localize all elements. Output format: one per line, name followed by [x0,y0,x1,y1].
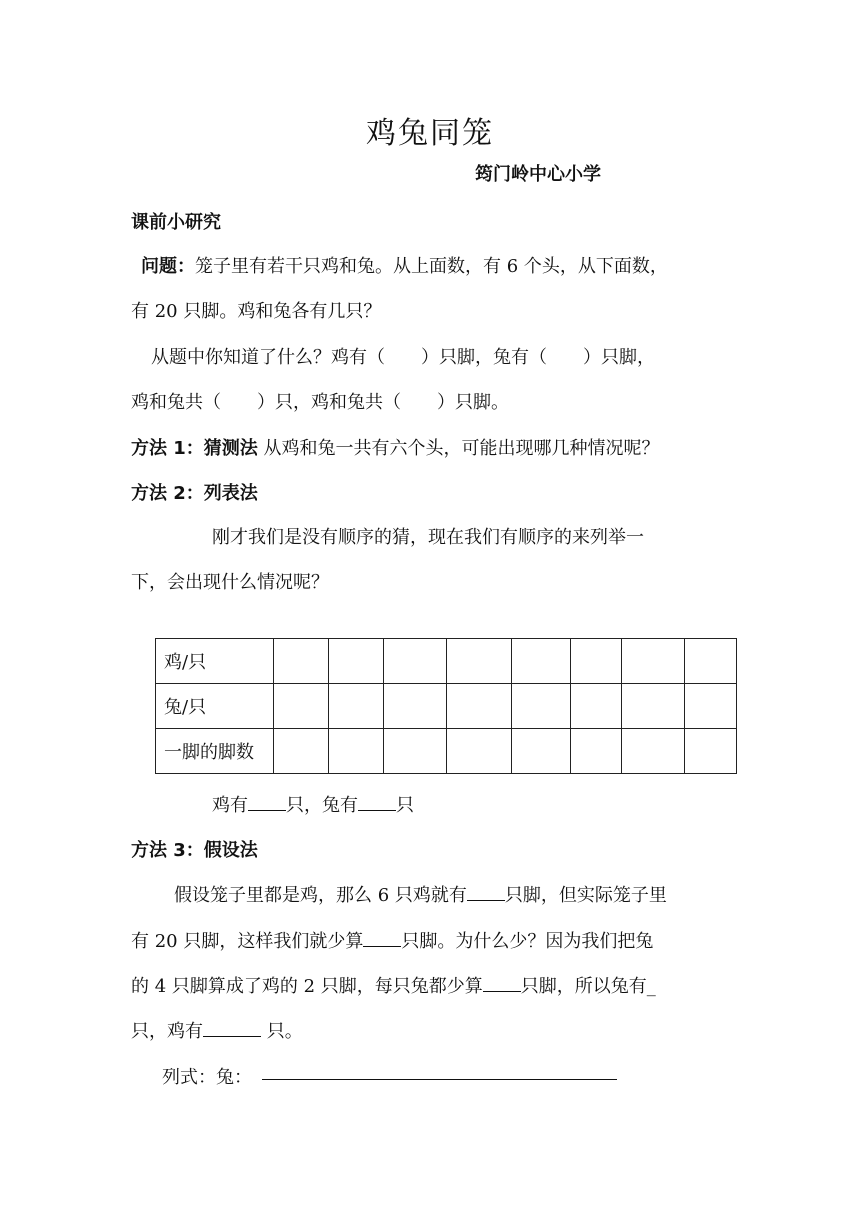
row-label-chicken: 鸡/只 [156,639,274,684]
method2-label: 方法 2：列表法 [131,483,258,504]
section-heading: 课前小研究 [131,212,221,233]
table-answer-end: 只 [396,795,414,816]
table-cell[interactable] [447,729,512,774]
method2-line-2: 下，会出现什么情况呢？ [131,572,329,593]
problem-line-2: 有 20 只脚。鸡和兔各有几只？ [131,301,382,322]
table-cell[interactable] [274,639,329,684]
table-cell[interactable] [685,729,737,774]
table-cell[interactable] [329,639,384,684]
table-cell[interactable] [571,729,622,774]
method3-text: 只脚，所以兔有_ [520,976,656,997]
enumeration-table [155,638,737,774]
table-answer-rabbit-label: 只，兔有 [286,795,358,816]
table-cell[interactable] [384,729,447,774]
answer-blank[interactable] [467,882,505,901]
method3-text: 只。 [261,1021,303,1042]
method3-text: 的 4 只脚算成了鸡的 2 只脚，每只兔都少算 [131,976,483,997]
row-label-rabbit: 兔/只 [156,684,274,729]
answer-blank[interactable] [358,792,396,811]
table-row-rabbit [156,684,737,729]
row-label-feet: 一脚的脚数 [156,729,274,774]
table-cell[interactable] [571,639,622,684]
document-title: 鸡兔同笼 [366,116,494,151]
problem-text-1: 笼子里有若干只鸡和兔。从上面数，有 6 个头，从下面数， [195,256,668,277]
table-cell[interactable] [571,684,622,729]
method1-label: 方法 1：猜测法 [131,438,258,459]
answer-blank[interactable] [363,928,401,947]
table-cell[interactable] [622,684,685,729]
table-cell[interactable] [274,729,329,774]
method3-text: 假设笼子里都是鸡，那么 6 只鸡就有 [174,885,467,906]
problem-label: 问题： [141,256,195,277]
table-cell[interactable] [447,684,512,729]
method1-text: 从鸡和兔一共有六个头，可能出现哪几种情况呢？ [257,438,660,459]
table-row-chicken [156,639,737,684]
method3-text: 有 20 只脚，这样我们就少算 [131,931,364,952]
formula-answer-line[interactable] [262,1079,617,1080]
method3-text: 只脚，但实际笼子里 [504,885,667,906]
table-cell[interactable] [447,639,512,684]
table-cell[interactable] [274,684,329,729]
table-cell[interactable] [384,684,447,729]
table-cell[interactable] [685,639,737,684]
method3-label: 方法 3：假设法 [131,840,258,861]
method3-line-1 [174,881,667,907]
method3-line-2 [131,927,653,953]
method3-text: 只，鸡有 [131,1021,203,1042]
school-name: 筠门岭中心小学 [475,164,601,185]
table-cell[interactable] [622,639,685,684]
problem-line-1 [141,252,668,278]
method3-text: 只脚。为什么少？因为我们把兔 [401,931,654,952]
method3-line-4 [131,1017,303,1043]
table-cell[interactable] [512,729,571,774]
table-cell[interactable] [622,729,685,774]
answer-blank[interactable] [248,792,286,811]
table-cell[interactable] [329,684,384,729]
answer-blank[interactable] [203,1018,261,1037]
table-row-feet [156,729,737,774]
table-answer-line [212,791,414,817]
table-answer-chicken-label: 鸡有 [212,795,248,816]
table-cell[interactable] [384,639,447,684]
formula-label: 列式：兔： [162,1067,252,1088]
method2-line-1: 刚才我们是没有顺序的猜，现在我们有顺序的来列举一 [212,527,644,548]
method3-line-3 [131,972,656,998]
table-cell[interactable] [329,729,384,774]
table-cell[interactable] [512,639,571,684]
table-cell[interactable] [512,684,571,729]
known-line-2: 鸡和兔共（ ）只，鸡和兔共（ ）只脚。 [131,392,509,413]
answer-blank[interactable] [483,973,521,992]
method1-line [131,434,660,460]
table-cell[interactable] [685,684,737,729]
known-line-1: 从题中你知道了什么？鸡有（ ）只脚，兔有（ ）只脚， [151,347,655,368]
